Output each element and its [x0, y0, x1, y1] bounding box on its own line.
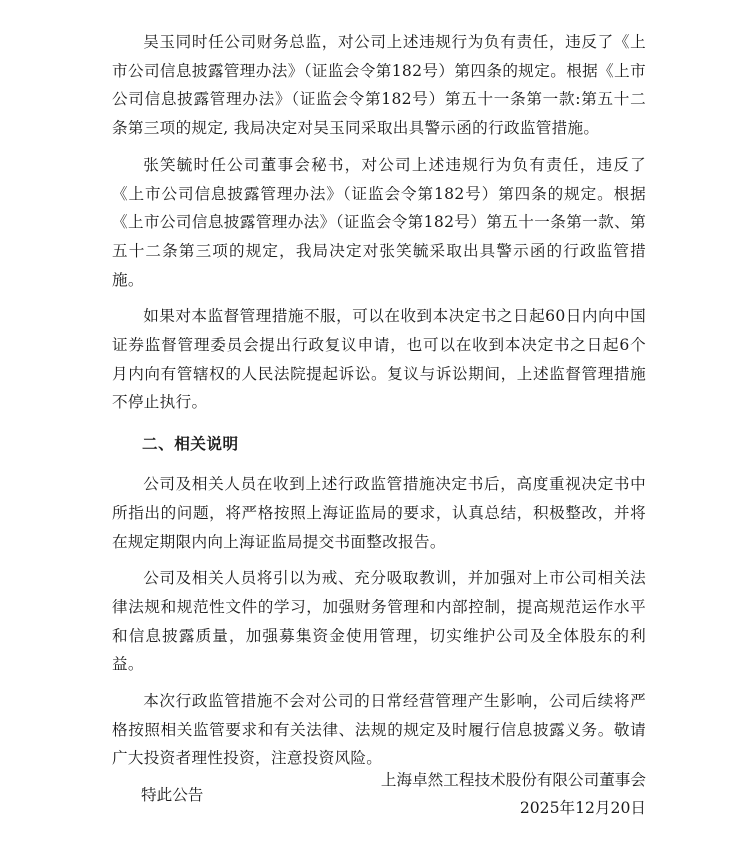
section-heading-related-notes: 二、相关说明	[142, 435, 239, 454]
signature-organization: 上海卓然工程技术股份有限公司董事会	[380, 771, 646, 789]
paragraph-impact: 本次行政监管措施不会对公司的日常经营管理产生影响，公司后续将严格按照相关监管要求和有关法律、法规的规定及时履行信息披露义务。敬请广大投资者理性投资，注意投资风险。	[112, 692, 646, 768]
paragraph-zhang-xiaoyu: 张笑毓时任公司董事会秘书，对公司上述违规行为负有责任，违反了《上市公司信息披露管理办法》（证监会令第182号）第四条的规定。根据《上市公司信息披露管理办法》（证监会令第182号）第五十一条第一款、第五十二条第三项的规定，我局决定对张笑毓采取出具警示函的行政监管措施。	[112, 155, 646, 289]
signature-date: 2025年12月20日	[519, 799, 646, 817]
paragraph-lessons: 公司及相关人员将引以为戒、充分吸取教训，并加强对上市公司相关法律法规和规范性文件的学习，加强财务管理和内部控制，提高规范运作水平和信息披露质量，加强募集资金使用管理，切实维护公司及全体股东的利益。	[112, 569, 646, 674]
closing-statement: 特此公告	[141, 786, 204, 805]
paragraph-rectification: 公司及相关人员在收到上述行政监管措施决定书后，高度重视决定书中所指出的问题，将严格按照上海证监局的要求，认真总结，积极整改，并将在规定期限内向上海证监局提交书面整改报告。	[112, 475, 646, 551]
paragraph-appeal-rights: 如果对本监督管理措施不服，可以在收到本决定书之日起60日内向中国证券监督管理委员会提出行政复议申请，也可以在收到本决定书之日起6个月内向有管辖权的人民法院提起诉讼。复议与诉讼期间，上述监督管理措施不停止执行。	[112, 307, 646, 412]
document-body	[112, 28, 646, 809]
paragraph-wu-yutong: 吴玉同时任公司财务总监，对公司上述违规行为负有责任，违反了《上市公司信息披露管理办法》（证监会令第182号）第四条的规定。根据《上市公司信息披露管理办法》（证监会令第182号）第五十一条第一款:第五十二条第三项的规定, 我局决定对吴玉同采取出具警示函的行政监管措施。	[112, 33, 646, 138]
